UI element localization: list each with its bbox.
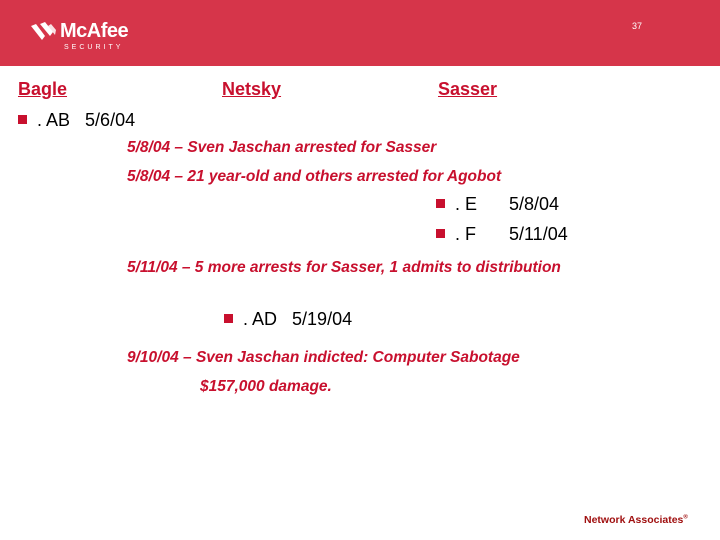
column-heading-netsky: Netsky — [222, 79, 282, 99]
variant-date: 5/19/04 — [292, 309, 353, 329]
variant-date: 5/11/04 — [509, 224, 568, 244]
list-item-bagle-ab — [18, 110, 135, 131]
variant-label: . AB — [37, 110, 71, 130]
logo-tagline: SECURITY — [64, 44, 124, 51]
square-bullet-icon — [18, 115, 27, 124]
title-banner — [0, 0, 720, 66]
event-line: 5/11/04 – 5 more arrests for Sasser, 1 admits to distribution — [127, 259, 561, 276]
square-bullet-icon — [436, 199, 445, 208]
footer-brand-text: Network Associates — [584, 514, 684, 526]
square-bullet-icon — [436, 229, 445, 238]
mcafee-logo — [28, 16, 138, 56]
variant-label: . AD — [243, 309, 278, 329]
column-heading-bagle: Bagle — [18, 79, 68, 99]
footer-brand: Network Associates® — [584, 514, 688, 526]
page-number: 37 — [632, 21, 643, 31]
event-line: $157,000 damage. — [200, 378, 332, 395]
list-item-variant-f — [436, 224, 568, 245]
variant-date: 5/6/04 — [85, 110, 136, 130]
event-line: 5/8/04 – Sven Jaschan arrested for Sasser — [127, 139, 437, 156]
logo-wordmark: McAfee — [60, 20, 129, 42]
square-bullet-icon — [224, 314, 233, 323]
list-item-variant-e — [436, 194, 559, 215]
variant-label: . E — [455, 194, 478, 214]
mcafee-shield-icon — [28, 18, 58, 48]
variant-date: 5/8/04 — [509, 194, 560, 214]
variant-label: . F — [455, 224, 476, 244]
list-item-variant-ad — [224, 309, 352, 330]
column-heading-sasser: Sasser — [438, 79, 498, 99]
event-line: 5/8/04 – 21 year-old and others arrested for Agobot — [127, 168, 502, 185]
event-line: 9/10/04 – Sven Jaschan indicted: Computer Sabotage — [127, 349, 520, 366]
